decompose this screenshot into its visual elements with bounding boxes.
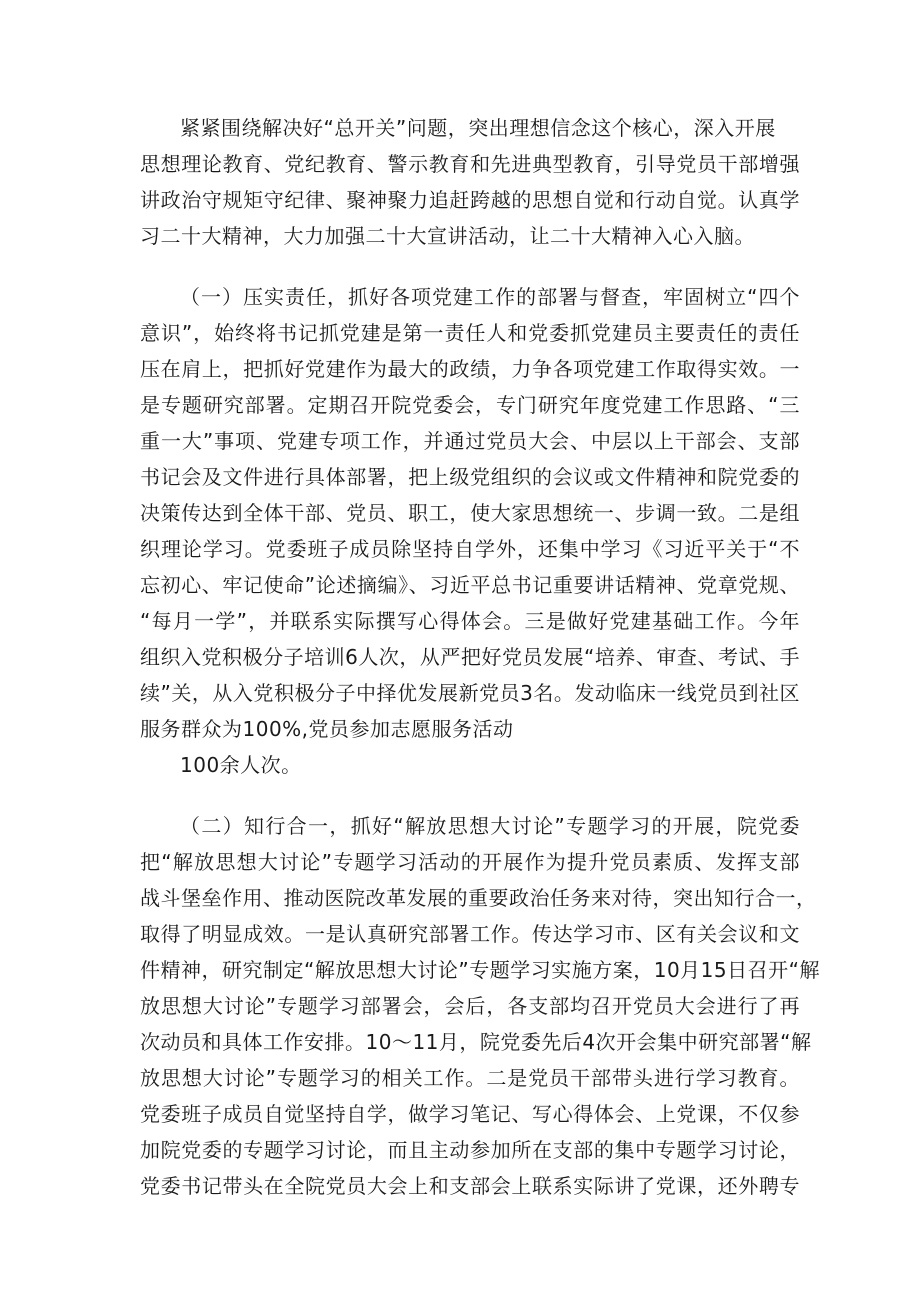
- text-line: 党委书记带头在全院党员大会上和支部会上联系实际讲了党课，还外聘专: [140, 1174, 800, 1198]
- text-line: 重一大”事项、党建专项工作，并通过党员大会、中层以上干部会、支部: [140, 429, 800, 453]
- text-line: 战斗堡垒作用、推动医院改革发展的重要政治任务来对待，突出知行合一，: [140, 886, 817, 910]
- text-line: 是专题研究部署。定期召开院党委会，专门研究年度党建工作思路、“三: [140, 393, 800, 417]
- text-line: （一）压实责任，抓好各项党建工作的部署与督查，牢固树立“四个: [180, 285, 800, 309]
- text-line: 次动员和具体工作安排。10～11月，院党委先后4次开会集中研究部署“解: [140, 1030, 812, 1054]
- text-line: 压在肩上，把抓好党建作为最大的政绩，力争各项党建工作取得实效。一: [140, 357, 800, 381]
- text-line: 放思想大讨论”专题学习的相关工作。二是党员干部带头进行学习教育。: [140, 1066, 800, 1090]
- text-line: 续”关，从入党积极分子中择优发展新党员3名。发动临床一线党员到社区: [140, 681, 800, 705]
- text-line: 紧紧围绕解决好“总开关”问题，突出理想信念这个核心，深入开展: [180, 116, 776, 140]
- text-line: 党委班子成员自觉坚持自学，做学习笔记、写心得体会、上党课，不仅参: [140, 1102, 800, 1126]
- text-line: 放思想大讨论”专题学习部署会，会后，各支部均召开党员大会进行了再: [140, 994, 800, 1018]
- text-line: 取得了明显成效。一是认真研究部署工作。传达学习市、区有关会议和文: [140, 922, 800, 946]
- text-line: （二）知行合一，抓好“解放思想大讨论”专题学习的开展，院党委: [180, 814, 800, 838]
- text-line: 思想理论教育、党纪教育、警示教育和先进典型教育，引导党员干部增强: [140, 152, 800, 176]
- text-line: 件精神，研究制定“解放思想大讨论”专题学习实施方案，10月15日召开“解: [140, 958, 820, 982]
- text-line: 书记会及文件进行具体部署，把上级党组织的会议或文件精神和院党委的: [140, 465, 800, 489]
- text-line: 意识”，始终将书记抓党建是第一责任人和党委抓党建员主要责任的责任: [140, 321, 800, 345]
- text-line: 决策传达到全体干部、党员、职工，使大家思想统一、步调一致。二是组: [140, 501, 800, 525]
- text-line: 把“解放思想大讨论”专题学习活动的开展作为提升党员素质、发挥支部: [140, 850, 800, 874]
- text-line: 习二十大精神，大力加强二十大宣讲活动，让二十大精神入心入脑。: [140, 224, 755, 248]
- text-line: 讲政治守规矩守纪律、聚神聚力追赶跨越的思想自觉和行动自觉。认真学: [140, 188, 800, 212]
- text-line: “每月一学”，并联系实际撰写心得体会。三是做好党建基础工作。今年: [140, 609, 800, 633]
- text-line: 忘初心、牢记使命”论述摘编》、习近平总书记重要讲话精神、党章党规、: [140, 573, 800, 597]
- text-line: 服务群众为100%,党员参加志愿服务活动: [140, 717, 514, 741]
- text-line: 加院党委的专题学习讨论，而且主动参加所在支部的集中专题学习讨论，: [140, 1138, 800, 1162]
- text-line: 织理论学习。党委班子成员除坚持自学外，还集中学习《习近平关于“不: [140, 537, 800, 561]
- text-line: 组织入党积极分子培训6人次，从严把好党员发展“培养、审查、考试、手: [140, 645, 800, 669]
- text-line: 100余人次。: [180, 753, 302, 777]
